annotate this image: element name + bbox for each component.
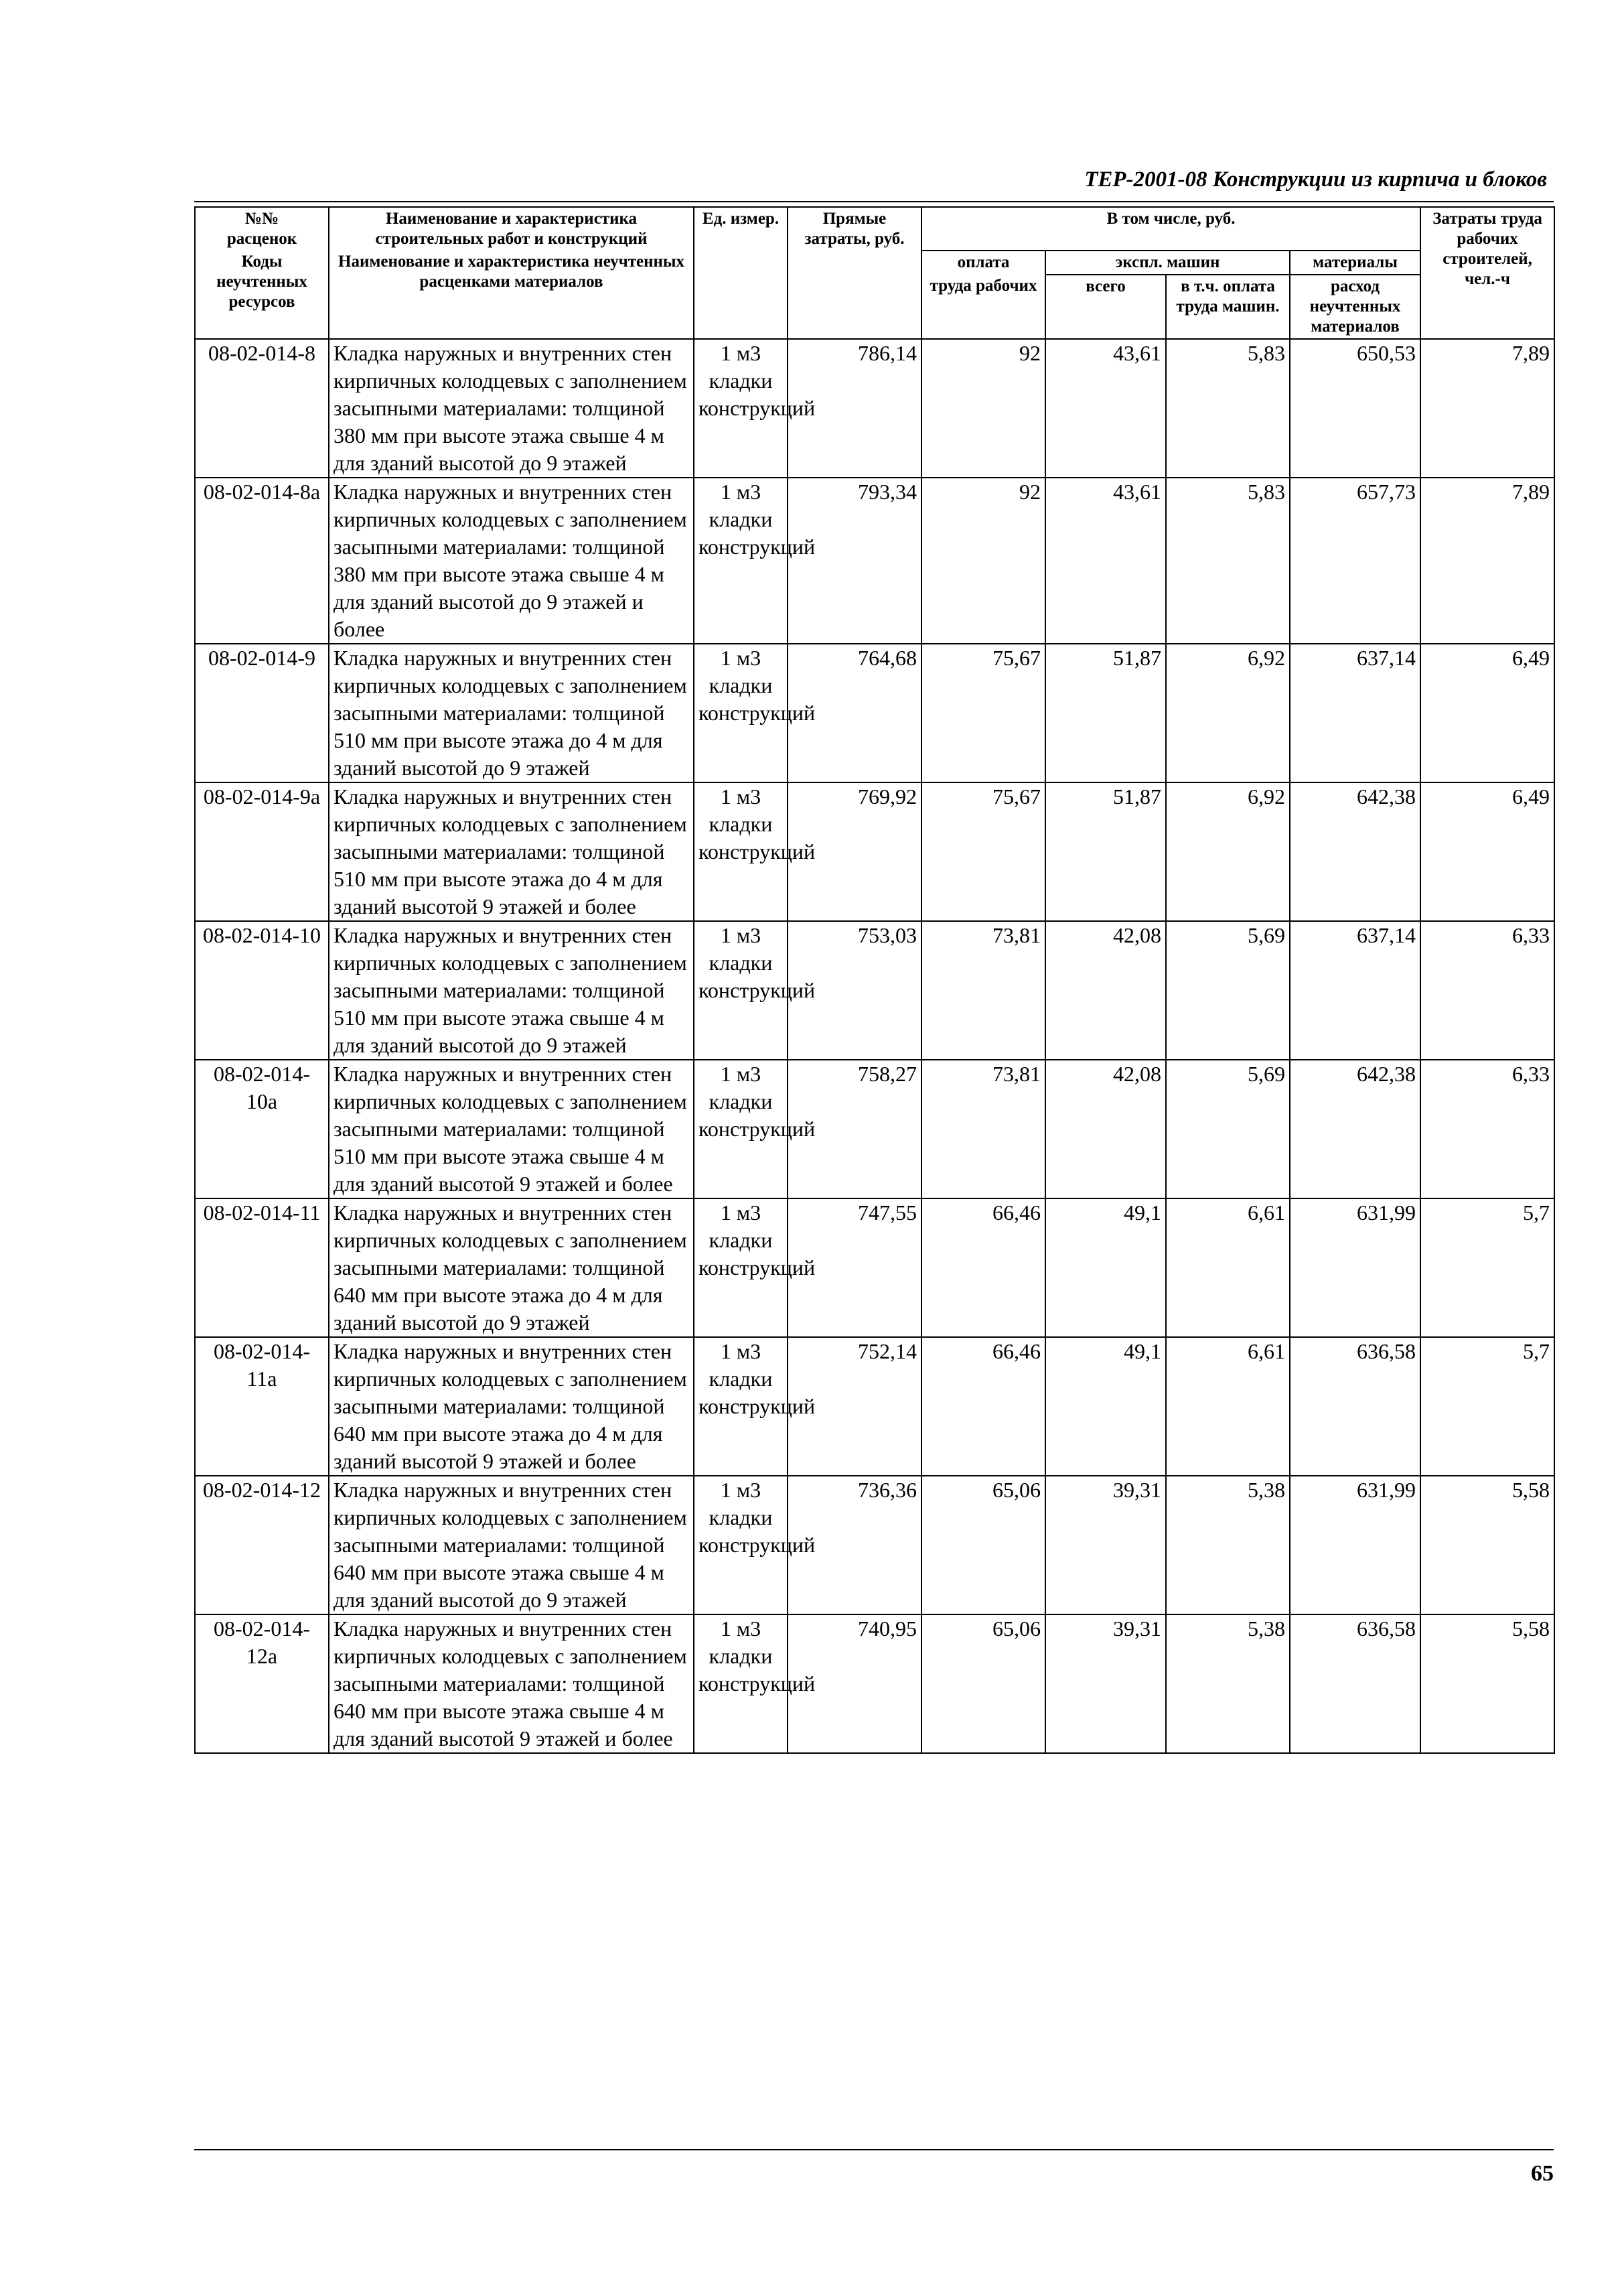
page-number: 65	[1531, 2161, 1554, 2186]
header-labor-pay: труда рабочих	[921, 275, 1045, 339]
direct-cost: 740,95	[788, 1614, 921, 1753]
header-machines-labor: в т.ч. оплата труда машин.	[1166, 275, 1290, 339]
labor-pay: 65,06	[921, 1614, 1045, 1753]
labor-hours: 6,49	[1420, 782, 1554, 921]
machines-total: 39,31	[1045, 1614, 1166, 1753]
rate-description: Кладка наружных и внутренних стен кирпичных колодцевых с заполнением засыпными материалами: толщиной 640 мм при высоте этажа до 4 м для зданий высотой 9 этажей и более	[329, 1337, 694, 1476]
direct-cost: 747,55	[788, 1198, 921, 1337]
labor-pay: 73,81	[921, 1060, 1045, 1198]
rate-unit: 1 м3 кладки конструкций	[694, 339, 788, 478]
footer-rule	[194, 2149, 1554, 2150]
header-name-bottom: Наименование и характеристика неучтенных расценками материалов	[329, 251, 694, 339]
labor-hours: 5,58	[1420, 1476, 1554, 1614]
header-direct-cost: Прямые затраты, руб.	[788, 207, 921, 339]
rate-code: 08-02-014-10	[195, 921, 329, 1060]
labor-pay: 65,06	[921, 1476, 1045, 1614]
machines-total: 51,87	[1045, 644, 1166, 782]
rate-unit: 1 м3 кладки конструкций	[694, 1198, 788, 1337]
header-name-top: Наименование и характеристика строительных работ и конструкций	[329, 207, 694, 251]
header-including: В том числе, руб.	[921, 207, 1420, 251]
labor-pay: 66,46	[921, 1337, 1045, 1476]
rate-code: 08-02-014-12	[195, 1476, 329, 1614]
direct-cost: 786,14	[788, 339, 921, 478]
table-row	[195, 1614, 1554, 1753]
materials-cost: 637,14	[1290, 644, 1420, 782]
table-row	[195, 644, 1554, 782]
materials-cost: 650,53	[1290, 339, 1420, 478]
header-materials-consumption: расход неучтенных материалов	[1290, 275, 1420, 339]
rate-unit: 1 м3 кладки конструкций	[694, 478, 788, 644]
machines-labor: 6,92	[1166, 782, 1290, 921]
machines-labor: 5,83	[1166, 478, 1290, 644]
header-machines: экспл. машин	[1045, 251, 1290, 275]
direct-cost: 752,14	[788, 1337, 921, 1476]
table-row	[195, 782, 1554, 921]
machines-total: 43,61	[1045, 339, 1166, 478]
table-row	[195, 1060, 1554, 1198]
machines-total: 39,31	[1045, 1476, 1166, 1614]
header-machines-total: всего	[1045, 275, 1166, 339]
machines-labor: 5,69	[1166, 921, 1290, 1060]
labor-pay: 73,81	[921, 921, 1045, 1060]
table-row	[195, 921, 1554, 1060]
labor-pay: 92	[921, 478, 1045, 644]
machines-labor: 6,61	[1166, 1337, 1290, 1476]
machines-labor: 6,61	[1166, 1198, 1290, 1337]
header-code-top: №№ расценок	[195, 207, 329, 251]
rate-description: Кладка наружных и внутренних стен кирпичных колодцевых с заполнением засыпными материалами: толщиной 510 мм при высоте этажа свыше 4 м для зданий высотой до 9 этажей	[329, 921, 694, 1060]
machines-total: 42,08	[1045, 921, 1166, 1060]
rate-unit: 1 м3 кладки конструкций	[694, 782, 788, 921]
rate-code: 08-02-014-11	[195, 1198, 329, 1337]
direct-cost: 764,68	[788, 644, 921, 782]
labor-hours: 6,33	[1420, 1060, 1554, 1198]
rate-unit: 1 м3 кладки конструкций	[694, 1614, 788, 1753]
table-row	[195, 1476, 1554, 1614]
machines-labor: 5,83	[1166, 339, 1290, 478]
labor-hours: 6,33	[1420, 921, 1554, 1060]
rate-code: 08-02-014-12а	[195, 1614, 329, 1753]
header-code-bottom: Коды неучтенных ресурсов	[195, 251, 329, 339]
rate-description: Кладка наружных и внутренних стен кирпичных колодцевых с заполнением засыпными материалами: толщиной 510 мм при высоте этажа свыше 4 м для зданий высотой 9 этажей и более	[329, 1060, 694, 1198]
table-row	[195, 339, 1554, 478]
rate-unit: 1 м3 кладки конструкций	[694, 1337, 788, 1476]
machines-total: 43,61	[1045, 478, 1166, 644]
machines-total: 42,08	[1045, 1060, 1166, 1198]
direct-cost: 758,27	[788, 1060, 921, 1198]
header-materials: материалы	[1290, 251, 1420, 275]
materials-cost: 631,99	[1290, 1198, 1420, 1337]
machines-labor: 5,38	[1166, 1476, 1290, 1614]
labor-pay: 75,67	[921, 782, 1045, 921]
rate-code: 08-02-014-10а	[195, 1060, 329, 1198]
header-unit: Ед. измер.	[694, 207, 788, 339]
rate-description: Кладка наружных и внутренних стен кирпичных колодцевых с заполнением засыпными материалами: толщиной 510 мм при высоте этажа до 4 м для зданий высотой до 9 этажей	[329, 644, 694, 782]
labor-pay: 75,67	[921, 644, 1045, 782]
table-row	[195, 478, 1554, 644]
running-header: ТЕР-2001-08 Конструкции из кирпича и блоков	[1084, 167, 1547, 192]
rate-unit: 1 м3 кладки конструкций	[694, 1476, 788, 1614]
materials-cost: 636,58	[1290, 1337, 1420, 1476]
rate-unit: 1 м3 кладки конструкций	[694, 1060, 788, 1198]
rate-description: Кладка наружных и внутренних стен кирпичных колодцевых с заполнением засыпными материалами: толщиной 640 мм при высоте этажа свыше 4 м для зданий высотой до 9 этажей	[329, 1476, 694, 1614]
labor-hours: 7,89	[1420, 478, 1554, 644]
direct-cost: 753,03	[788, 921, 921, 1060]
direct-cost: 769,92	[788, 782, 921, 921]
labor-hours: 6,49	[1420, 644, 1554, 782]
labor-hours: 5,7	[1420, 1198, 1554, 1337]
rate-code: 08-02-014-9а	[195, 782, 329, 921]
table-row	[195, 1198, 1554, 1337]
labor-hours: 5,58	[1420, 1614, 1554, 1753]
table-row	[195, 1337, 1554, 1476]
materials-cost: 631,99	[1290, 1476, 1420, 1614]
rate-unit: 1 м3 кладки конструкций	[694, 921, 788, 1060]
rate-description: Кладка наружных и внутренних стен кирпичных колодцевых с заполнением засыпными материалами: толщиной 510 мм при высоте этажа до 4 м для зданий высотой 9 этажей и более	[329, 782, 694, 921]
materials-cost: 657,73	[1290, 478, 1420, 644]
machines-labor: 5,38	[1166, 1614, 1290, 1753]
header-rule	[194, 201, 1554, 202]
materials-cost: 642,38	[1290, 782, 1420, 921]
labor-hours: 5,7	[1420, 1337, 1554, 1476]
labor-pay: 92	[921, 339, 1045, 478]
rate-description: Кладка наружных и внутренних стен кирпичных колодцевых с заполнением засыпными материалами: толщиной 380 мм при высоте этажа свыше 4 м для зданий высотой до 9 этажей	[329, 339, 694, 478]
materials-cost: 636,58	[1290, 1614, 1420, 1753]
machines-total: 49,1	[1045, 1337, 1166, 1476]
rate-description: Кладка наружных и внутренних стен кирпичных колодцевых с заполнением засыпными материалами: толщиной 380 мм при высоте этажа свыше 4 м для зданий высотой до 9 этажей и более	[329, 478, 694, 644]
direct-cost: 793,34	[788, 478, 921, 644]
rate-code: 08-02-014-8	[195, 339, 329, 478]
labor-hours: 7,89	[1420, 339, 1554, 478]
rate-unit: 1 м3 кладки конструкций	[694, 644, 788, 782]
rate-code: 08-02-014-11а	[195, 1337, 329, 1476]
machines-labor: 6,92	[1166, 644, 1290, 782]
direct-cost: 736,36	[788, 1476, 921, 1614]
rates-table	[194, 206, 1555, 1754]
labor-pay: 66,46	[921, 1198, 1045, 1337]
table-header	[195, 207, 1554, 339]
materials-cost: 637,14	[1290, 921, 1420, 1060]
machines-labor: 5,69	[1166, 1060, 1290, 1198]
machines-total: 51,87	[1045, 782, 1166, 921]
header-labor-pay-top: оплата	[921, 251, 1045, 275]
rate-description: Кладка наружных и внутренних стен кирпичных колодцевых с заполнением засыпными материалами: толщиной 640 мм при высоте этажа свыше 4 м для зданий высотой 9 этажей и более	[329, 1614, 694, 1753]
materials-cost: 642,38	[1290, 1060, 1420, 1198]
rate-description: Кладка наружных и внутренних стен кирпичных колодцевых с заполнением засыпными материалами: толщиной 640 мм при высоте этажа до 4 м для зданий высотой до 9 этажей	[329, 1198, 694, 1337]
rate-code: 08-02-014-9	[195, 644, 329, 782]
rate-code: 08-02-014-8а	[195, 478, 329, 644]
machines-total: 49,1	[1045, 1198, 1166, 1337]
header-labor-cost: Затраты труда рабочих строителей, чел.-ч	[1420, 207, 1554, 339]
